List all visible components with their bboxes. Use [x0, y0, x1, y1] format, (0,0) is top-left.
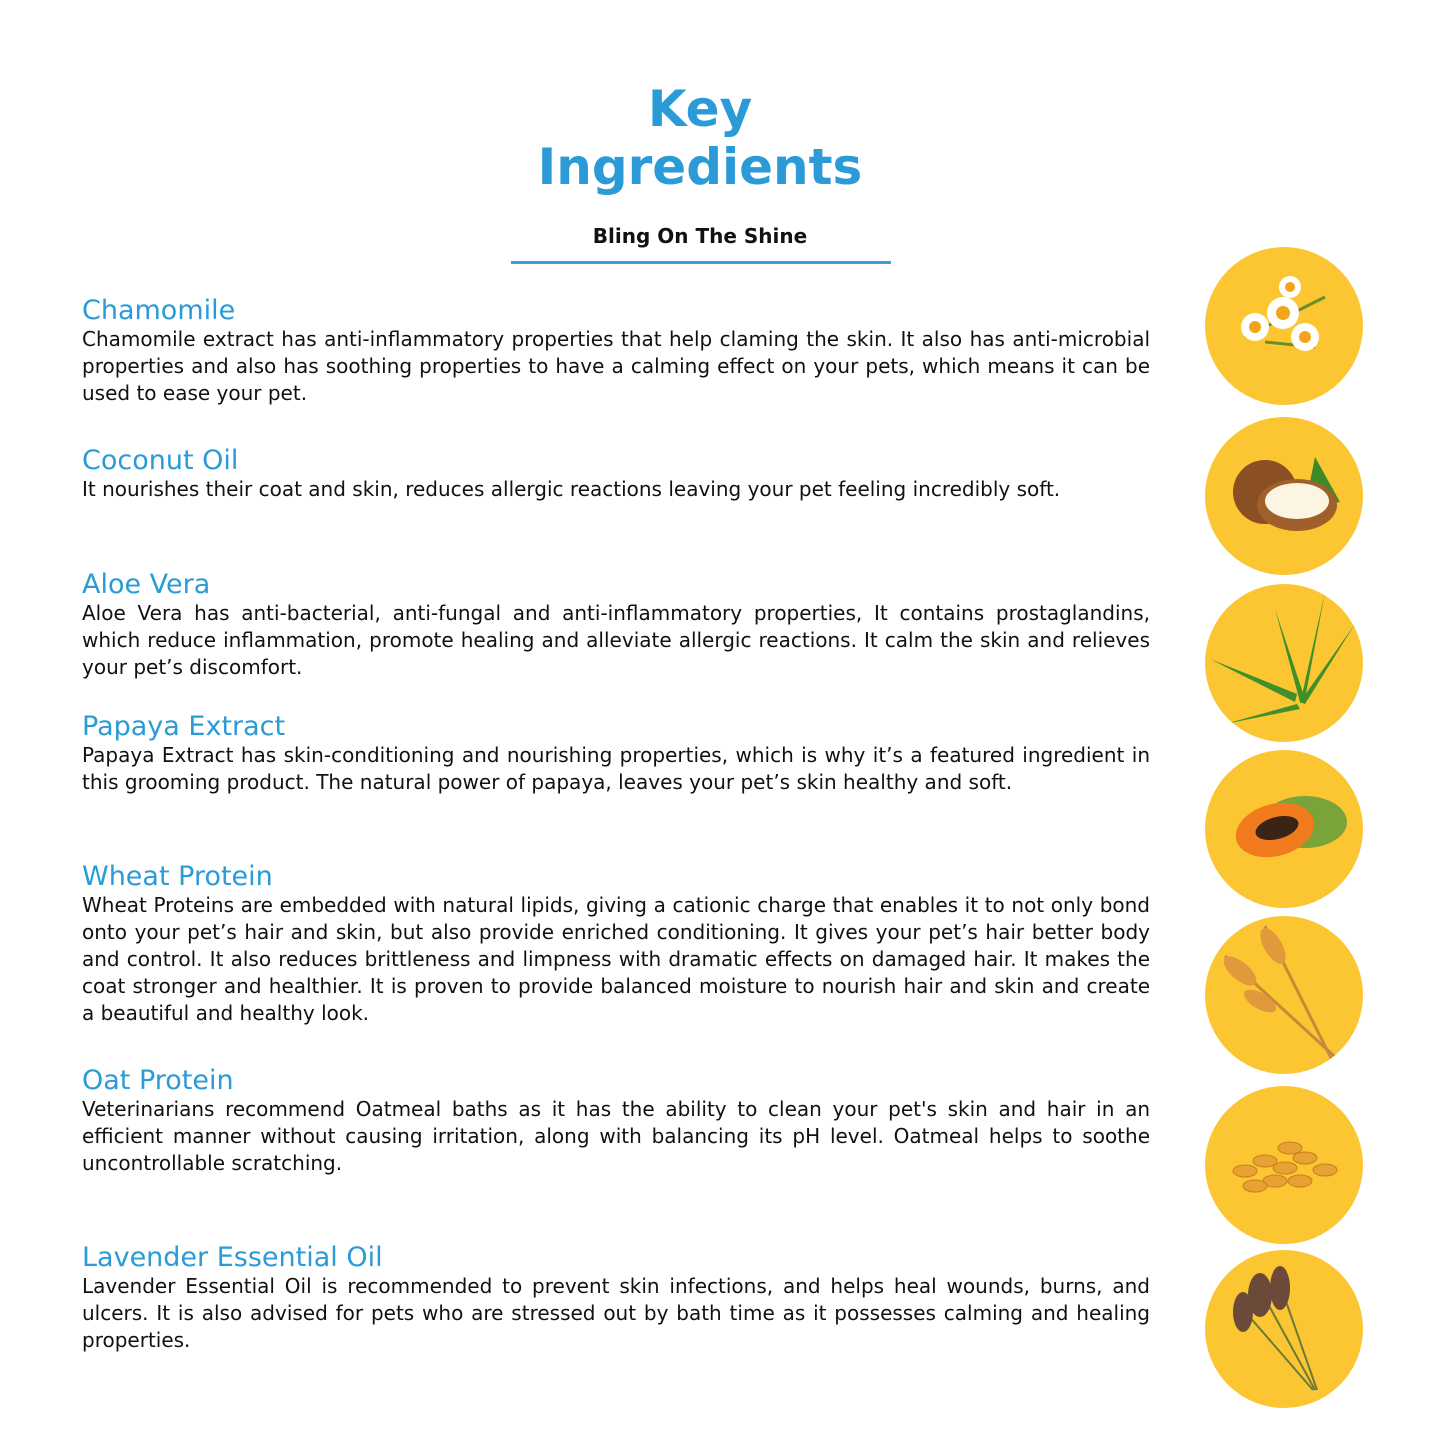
- aloe-vera-icon: [1205, 584, 1363, 742]
- ingredient-name: Wheat Protein: [82, 861, 273, 892]
- oats-icon: [1205, 1086, 1363, 1244]
- ingredient-papaya-extract: [82, 712, 1150, 796]
- ingredient-description: Papaya Extract has skin-conditioning and nourishing properties, which is why it’s a featured ingredient in this grooming product. The natural power of papaya, leaves your pet’s skin healthy and soft.: [82, 743, 1150, 794]
- ingredient-oat-protein: [82, 1066, 1150, 1177]
- ingredient-lavender-essential-oil: [82, 1243, 1150, 1354]
- page-subtitle: Bling On The Shine: [592, 224, 808, 248]
- wheat-icon: [1205, 916, 1363, 1074]
- page-title-line2: Ingredients: [537, 138, 863, 196]
- ingredient-name: Oat Protein: [82, 1065, 234, 1096]
- coconut-icon: [1205, 417, 1363, 575]
- ingredient-description: Lavender Essential Oil is recommended to prevent skin infections, and helps heal wounds, burns, and ulcers. It is also advised for pets who are stressed out by bath time as it possesses calming and healing properties.: [82, 1274, 1150, 1352]
- ingredient-description: Chamomile extract has anti-inflammatory properties that help claming the skin. It also has anti-microbial properties and also has soothing properties to have a calming effect on your pets, which means it can be used to ease your pet.: [82, 327, 1150, 405]
- page-title-line1: Key: [647, 80, 753, 138]
- title-divider: [511, 261, 891, 264]
- ingredient-description: It nourishes their coat and skin, reduces allergic reactions leaving your pet feeling incredibly soft.: [82, 477, 1061, 501]
- lavender-icon: [1205, 1250, 1363, 1408]
- ingredient-aloe-vera: [82, 570, 1150, 681]
- chamomile-icon: [1205, 247, 1363, 405]
- ingredient-coconut-oil: [82, 446, 1150, 503]
- ingredient-name: Papaya Extract: [82, 711, 286, 742]
- ingredient-description: Wheat Proteins are embedded with natural lipids, giving a cationic charge that enables it to not only bond onto your pet’s hair and skin, but also provide enriched conditioning. It gives your pet’s hair better body and control. It also reduces brittleness and limpness with dramatic effects on damaged hair. It makes the coat stronger and healthier. It is proven to provide balanced moisture to nourish hair and skin and create a beautiful and healthy look.: [82, 893, 1150, 1025]
- ingredient-name: Coconut Oil: [82, 445, 239, 476]
- ingredient-name: Lavender Essential Oil: [82, 1242, 383, 1273]
- ingredient-name: Aloe Vera: [82, 569, 211, 600]
- ingredient-wheat-protein: [82, 862, 1150, 1027]
- ingredient-name: Chamomile: [82, 295, 236, 326]
- ingredient-description: Aloe Vera has anti-bacterial, anti-fungal and anti-inflammatory properties, It contains prostaglandins, which reduce inflammation, promote healing and alleviate allergic reactions. It calm the skin and relieves your pet’s discomfort.: [82, 601, 1150, 679]
- ingredient-description: Veterinarians recommend Oatmeal baths as it has the ability to clean your pet's skin and hair in an efficient manner without causing irritation, along with balancing its pH level. Oatmeal helps to soothe uncontrollable scratching.: [82, 1097, 1150, 1175]
- papaya-icon: [1205, 750, 1363, 908]
- ingredient-chamomile: [82, 296, 1150, 407]
